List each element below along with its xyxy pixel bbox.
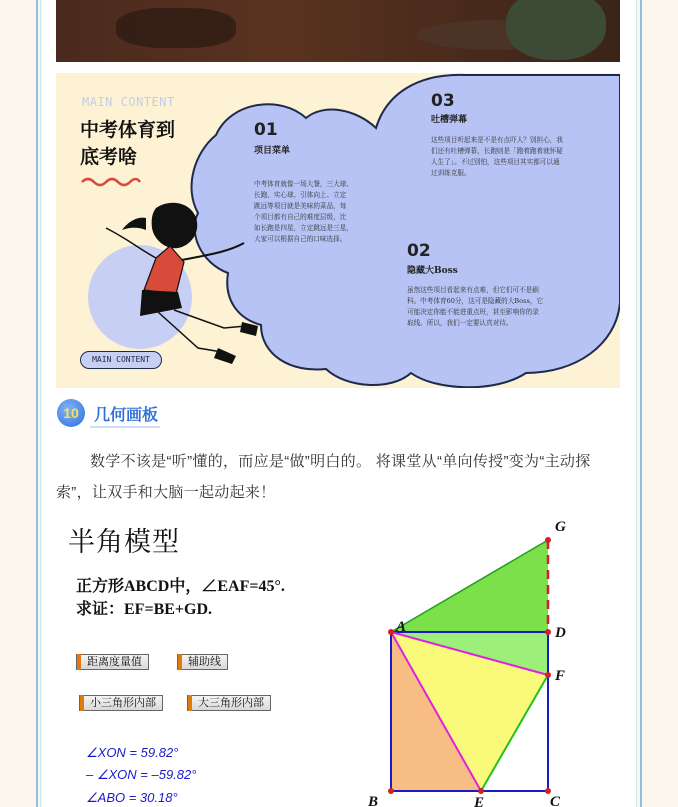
wave-decoration-icon (80, 176, 142, 188)
half-angle-diagram (356, 510, 620, 807)
section-title-underline (90, 426, 160, 428)
measurement-xon: ∠XON = 59.82° (86, 745, 179, 760)
point-label-d: D (555, 625, 566, 641)
frame-border-right-inner (636, 0, 637, 807)
point-label-a: A (396, 619, 407, 635)
proof-goal: 求证：EF=BE+GD. (76, 601, 213, 618)
section-title: 几何画板 (94, 407, 159, 424)
geometry-title: 半角模型 (68, 527, 180, 558)
point-label-g: G (555, 519, 566, 535)
jumping-girl-illustration (86, 198, 276, 373)
item-02-body: 虽然这些项目看起来有点难，但它们可不是刷 科。中考体育60分，这可是隐藏的大Boss，它 可能决定你能不能进重点班，甚至影响你的录 取线。所以，我们一定要认真对待。 (407, 286, 544, 327)
distance-measure-button[interactable]: 距离度量值 (76, 654, 149, 670)
point-label-f: F (555, 668, 566, 684)
small-triangle-interior-button[interactable]: 小三角形内部 (79, 695, 163, 711)
frame-border-left (36, 0, 38, 807)
auxiliary-line-button[interactable]: 辅助线 (177, 654, 228, 670)
geometry-sketchpad (56, 510, 620, 807)
item-01-body: 中考体育就像一场大餐，三大球、 长跑、实心球、引体向上、立定 跳远等项目就是美味的菜品，每 个项目都有自己的难度层级，比 如长跑是四星，立定跳远是三星， 大家可以根据自己的口味选择。 (254, 180, 353, 243)
frame-border-right (640, 0, 642, 807)
poster-title: 中考体育到 底考啥 (80, 119, 176, 168)
measurement-abo: ∠ABO = 30.18° (86, 790, 178, 805)
section-number-badge: 10 (57, 399, 85, 427)
main-content-label-top: MAIN CONTENT (82, 95, 175, 109)
point-label-c: C (550, 794, 561, 807)
frame-border-left-inner (40, 0, 41, 807)
item-02-subtitle: 隐藏大Boss (407, 266, 458, 276)
item-03-body: 这些项目听起来是不是有点吓人？别担心，我 们还有吐槽弹幕，长跑则是「跑着跑着就怀疑 人生了」。不过别怕，这些项目其实都可以通 过训练克服。 (431, 136, 563, 177)
item-03-subtitle: 吐槽弹幕 (431, 115, 468, 125)
item-02-number: 02 (407, 241, 431, 261)
item-03-number: 03 (431, 91, 455, 111)
point-label-b: B (368, 794, 379, 807)
intro-paragraph: 数学不该是“听”懂的，而应是“做”明白的。 将课堂从“单向传授”变为“主动探索”，让双手和大脑一起动起来！ (56, 453, 591, 501)
main-content-button[interactable]: MAIN CONTENT (80, 351, 162, 369)
item-01-subtitle: 项目菜单 (254, 146, 291, 156)
measurement-neg-xon: – ∠XON = –59.82° (86, 767, 197, 782)
point-label-e: E (474, 795, 485, 807)
top-photo (56, 0, 620, 62)
large-triangle-interior-button[interactable]: 大三角形内部 (187, 695, 271, 711)
sports-exam-poster (56, 73, 620, 388)
problem-statement: 正方形ABCD中，∠EAF=45°. (76, 578, 285, 595)
item-01-number: 01 (254, 120, 278, 140)
